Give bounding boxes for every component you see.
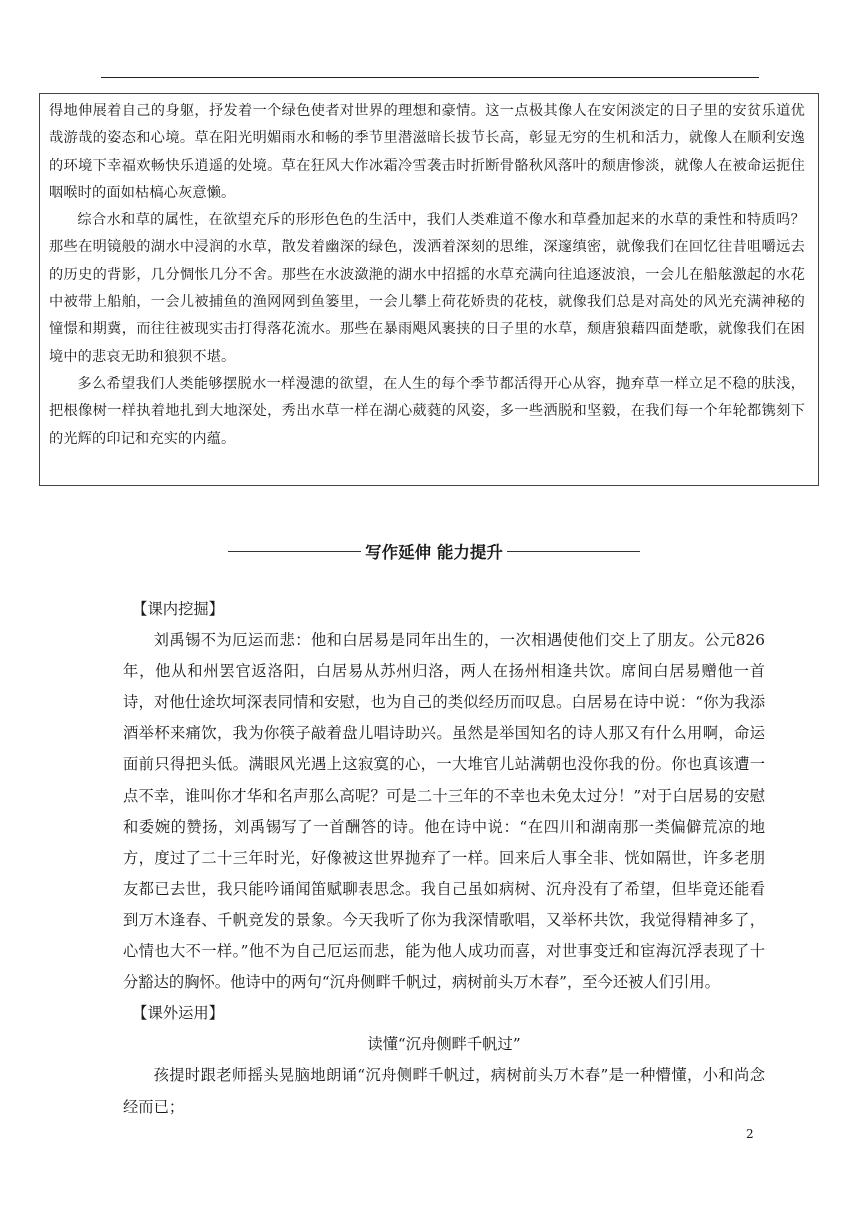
header-rule (101, 77, 759, 78)
boxed-essay-excerpt (39, 93, 819, 486)
section-title-text: 写作延伸 能力提升 (365, 543, 503, 562)
section-title (228, 538, 640, 564)
box-paragraph: 多么希望我们人类能够摆脱水一样漫漶的欲望，在人生的每个季节都活得开心从容，抛弃草一样立足不稳的肤浅，把根像树一样执着地扎到大地深处，秀出水草一样在湖心葳蕤的风姿，多一些洒脱和坚毅，在我们每一个年轮都镌刻下的光辉的印记和充实的内蕴。 (49, 375, 805, 447)
label-out-class: 【课外运用】 (132, 1004, 224, 1023)
box-paragraph: 综合水和草的属性，在欲望充斥的形形色色的生活中，我们人类难道不像水和草叠加起来的水草的秉性和特质吗？那些在明镜般的湖水中浸润的水草，散发着幽深的绿色，泼洒着深刻的思维，深邃缜密，就像我们在回忆往昔咀嚼远去的历史的背影，几分惆怅几分不舍。那些在水波潋滟的湖水中招摇的水草充满向往追逐波浪，一会儿在船舷激起的水花中被带上船舶，一会儿被捕鱼的渔网网到鱼篓里，一会儿攀上荷花娇贵的花枝，就像我们总是对高处的风光充满神秘的憧憬和期冀，而往往被现实击打得落花流水。那些在暴雨飓风裹挟的日子里的水草，颓唐狼藉四面楚歌，就像我们在困境中的悲哀无助和狼狈不堪。 (49, 212, 805, 365)
label-in-class: 【课内挖掘】 (132, 600, 224, 618)
page-number: 2 (746, 1127, 754, 1141)
box-paragraph: 得地伸展着自己的身躯，抒发着一个绿色使者对世界的理想和豪情。这一点极其像人在安闲淡定的日子里的安贫乐道优哉游哉的姿态和心境。草在阳光明媚雨水和畅的季节里潜滋暗长拔节长高，彰显无穷的生机和活力，就像人在顺利安逸的环境下幸福欢畅快乐逍遥的处境。草在狂风大作冰霜冷雪袭击时折断骨骼秋风落叶的颓唐惨淡，就像人在被命运扼住咽喉时的面如枯槁心灰意懒。 (49, 103, 805, 201)
body-paragraph: 刘禹锡不为厄运而悲：他和白居易是同年出生的，一次相遇使他们交上了朋友。公元826年，他从和州罢官返洛阳，白居易从苏州归洛，两人在扬州相逢共饮。席间白居易赠他一首诗，对他仕途坎坷深表同情和安慰，也为自己的类似经历而叹息。白居易在诗中说：“你为我添酒举杯来痛饮，我为你筷子敲着盘儿唱诗助兴。虽然是举国知名的诗人那又有什么用啊，命运面前只得把头低。满眼风光遇上这寂寞的心，一大堆官儿站满朝也没你我的份。你也真该遭一点不幸，谁叫你才华和名声那么高呢？可是二十三年的不幸也未免太过分！”对于白居易的安慰和委婉的赞扬，刘禹锡写了一首酬答的诗。他在诗中说：“在四川和湖南那一类偏僻荒凉的地方，度过了二十三年时光，好像被这世界抛弃了一样。回来后人事全非、恍如隔世，许多老朋友都已去世，我只能吟诵闻笛赋聊表思念。我自己虽如病树、沉舟没有了希望，但毕竟还能看到万木逢春、千帆竞发的景象。今天我听了你为我深情歌唱，又举杯共饮，我觉得精神多了，心情也大不一样。”他不为自己厄运而悲，能为他人成功而喜，对世事变迁和宦海沉浮表现了十分豁达的胸怀。他诗中的两句“沉舟侧畔千帆过，病树前头万木春”，至今还被人们引用。 (123, 631, 765, 992)
body-paragraph: 孩提时跟老师摇头晃脑地朗诵“沉舟侧畔千帆过，病树前头万木春”是一种懵懂，小和尚念经而已； (123, 1066, 765, 1116)
main-body (123, 594, 765, 1123)
essay-title: 读懂“沉舟侧畔千帆过” (367, 1035, 521, 1054)
title-rule-left (228, 551, 361, 552)
title-rule-right (507, 551, 640, 552)
